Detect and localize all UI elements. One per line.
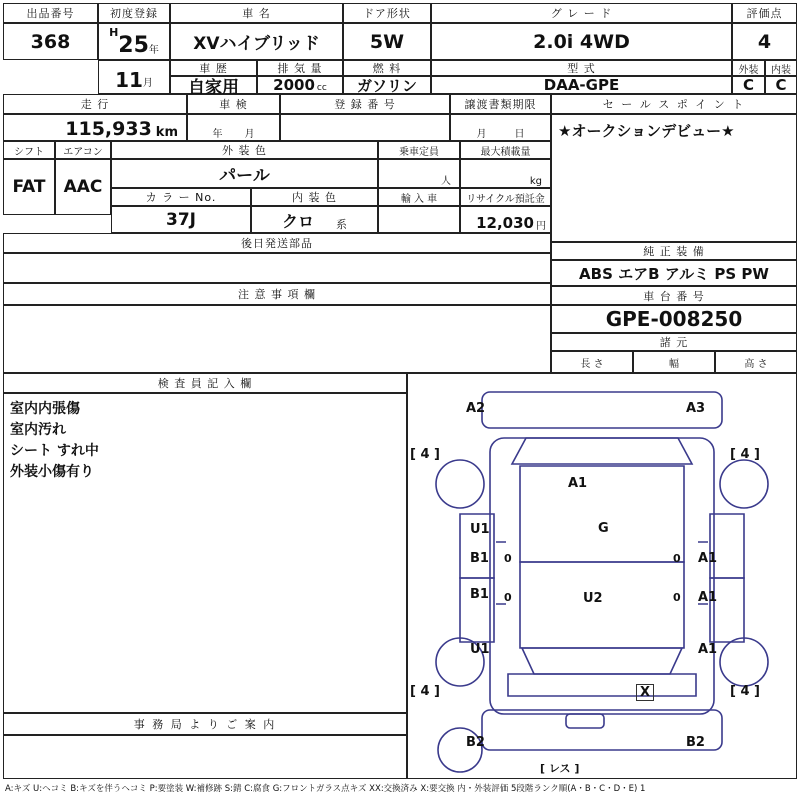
- recycle-deposit-unit: 円: [536, 221, 546, 232]
- inspection-month-unit: 月: [244, 129, 255, 140]
- registration-number-label: 登 録 番 号: [280, 94, 450, 114]
- max-load-unit: kg: [529, 176, 542, 187]
- diagram-mark: 0: [504, 591, 512, 604]
- recycle-deposit-value: [460, 206, 551, 233]
- recycle-deposit-number: 12,030: [476, 214, 534, 232]
- shift-value: FAT: [3, 159, 55, 215]
- exterior-grade-label: 外装: [732, 60, 765, 76]
- interior-color-label: 内 装 色: [251, 188, 378, 206]
- car-name-label: 車 名: [170, 3, 343, 23]
- car-outline-svg: [408, 374, 796, 778]
- sales-point-value-box: [551, 114, 797, 242]
- diagram-mark: A2: [466, 401, 486, 416]
- legend-text: A:キズ U:ヘコミ B:キズを伴うヘコミ P:要塗装 W:補修跡 S:錆 C:腐食 G:フロントガラス点キズ XX:交換済み X:要交換 内・外装評価 5段階ランク順(A・B・C・D・E) 1: [5, 784, 646, 794]
- recycle-deposit-label: リサイクル預託金: [460, 188, 551, 206]
- seating-capacity-value: [378, 159, 460, 188]
- color-number-value: 37J: [111, 206, 251, 233]
- shift-label: シフト: [3, 141, 55, 159]
- inspection-value: [187, 114, 280, 141]
- diagram-mark: [ 4 ]: [410, 447, 440, 462]
- month-value: 11: [115, 68, 143, 92]
- diagram-mark: A1: [698, 590, 718, 605]
- diagram-mark: B1: [470, 551, 489, 566]
- chassis-number-value: GPE-008250: [551, 305, 797, 333]
- diagram-mark: X: [636, 684, 654, 701]
- grade-label: グ レ ー ド: [431, 3, 732, 23]
- inspector-note-2: シート すれ中: [10, 443, 99, 459]
- diagram-mark: A1: [568, 476, 588, 491]
- diagram-mark: [ レス ]: [540, 762, 580, 775]
- genuine-equipment-value: ABS エアB アルミ PS PW: [551, 260, 797, 286]
- diagram-mark: 0: [673, 591, 681, 604]
- lot-number-label: 出品番号: [3, 3, 98, 23]
- diagram-mark: U1: [470, 642, 490, 657]
- era-label: H: [109, 26, 119, 39]
- diagram-mark: [ 4 ]: [730, 684, 760, 699]
- diagram-mark: B1: [470, 587, 489, 602]
- auction-sheet: [3, 3, 797, 797]
- month-unit: 月: [142, 78, 153, 89]
- mileage-label: 走 行: [3, 94, 187, 114]
- first-registration-month: [98, 60, 170, 94]
- later-parts-value: [3, 253, 551, 283]
- aircon-value: AAC: [55, 159, 111, 215]
- year-unit: 年: [148, 45, 159, 56]
- color-number-label: カ ラ ー No.: [111, 188, 251, 206]
- model-code-label: 型 式: [431, 60, 732, 76]
- caution-value: [3, 305, 551, 373]
- interior-color-text: クロ: [281, 212, 314, 231]
- diagram-mark: B2: [466, 735, 485, 750]
- diagram-mark: 0: [673, 552, 681, 565]
- door-shape-label: ドア形状: [343, 3, 431, 23]
- chassis-number-label: 車 台 番 号: [551, 286, 797, 305]
- inspection-year-unit: 年: [212, 129, 223, 140]
- width-label: 幅: [633, 351, 715, 373]
- diagram-mark: A1: [698, 551, 718, 566]
- interior-grade-value: C: [765, 76, 797, 94]
- diagram-mark: G: [598, 521, 609, 536]
- transfer-day-unit: 日: [514, 129, 525, 140]
- rating-label: 評価点: [732, 3, 797, 23]
- rating-value: 4: [732, 23, 797, 60]
- displacement-label: 排 気 量: [257, 60, 343, 76]
- grade-value: 2.0i 4WD: [431, 23, 732, 60]
- diagram-mark: U1: [470, 522, 490, 537]
- inspector-note-3: 外装小傷有り: [10, 464, 94, 480]
- exterior-grade-value: C: [732, 76, 765, 94]
- registration-number-value: [280, 114, 450, 141]
- import-label: 輸 入 車: [378, 188, 460, 206]
- history-value: 自家用: [170, 76, 257, 94]
- sales-point-value: ★オークションデビュー★: [558, 122, 735, 140]
- office-notice-body: [3, 735, 407, 779]
- caution-label: 注 意 事 項 欄: [3, 283, 551, 305]
- max-load-label: 最大積載量: [460, 141, 551, 159]
- office-notice-label: 事 務 局 よ り ご 案 内: [3, 713, 407, 735]
- fuel-label: 燃 料: [343, 60, 431, 76]
- length-label: 長 さ: [551, 351, 633, 373]
- import-value: [378, 206, 460, 233]
- inspector-notes-label: 検 査 員 記 入 欄: [3, 373, 407, 393]
- later-parts-label: 後日発送部品: [3, 233, 551, 253]
- diagram-mark: A1: [698, 642, 718, 657]
- diagram-mark: 0: [504, 552, 512, 565]
- exterior-color-value: パール: [111, 159, 378, 188]
- interior-grade-label: 内装: [765, 60, 797, 76]
- interior-color-value: [251, 206, 378, 233]
- genuine-equipment-label: 純 正 装 備: [551, 242, 797, 260]
- history-label: 車 歴: [170, 60, 257, 76]
- car-damage-diagram: [407, 373, 797, 779]
- diagram-mark: [ 4 ]: [730, 447, 760, 462]
- seating-capacity-label: 乗車定員: [378, 141, 460, 159]
- diagram-mark: B2: [686, 735, 705, 750]
- inspection-label: 車 検: [187, 94, 280, 114]
- displacement-value: [257, 76, 343, 94]
- mileage-number: 115,933: [65, 118, 152, 141]
- first-registration-value: [98, 23, 170, 60]
- mileage-unit: km: [155, 125, 178, 140]
- model-code-value: DAA-GPE: [431, 76, 732, 94]
- year-value: 25: [118, 33, 149, 58]
- inspector-note-1: 室内汚れ: [10, 422, 66, 438]
- interior-color-suffix: 系: [336, 218, 347, 231]
- fuel-value: ガソリン: [343, 76, 431, 94]
- sales-point-label: セ ー ル ス ポ イ ン ト: [551, 94, 797, 114]
- inspector-note-0: 室内内張傷: [10, 401, 80, 417]
- diagram-drawing: [408, 374, 796, 778]
- inspector-notes-body: [3, 393, 407, 713]
- height-label: 高 さ: [715, 351, 797, 373]
- exterior-color-label: 外 装 色: [111, 141, 378, 159]
- max-load-value: [460, 159, 551, 188]
- dimensions-label: 諸 元: [551, 333, 797, 351]
- diagram-mark: [ 4 ]: [410, 684, 440, 699]
- lot-number-value: 368: [3, 23, 98, 60]
- door-shape-value: 5W: [343, 23, 431, 60]
- transfer-month-unit: 月: [476, 129, 487, 140]
- first-registration-label: 初度登録: [98, 3, 170, 23]
- transfer-deadline-value: [450, 114, 551, 141]
- seating-unit: 人: [441, 176, 451, 187]
- transfer-deadline-label: 譲渡書類期限: [450, 94, 551, 114]
- diagram-mark: A3: [686, 401, 706, 416]
- mileage-value: [3, 114, 187, 141]
- displacement-number: 2000: [273, 76, 315, 94]
- aircon-label: エアコン: [55, 141, 111, 159]
- displacement-unit: cc: [316, 83, 327, 93]
- car-name-value: XVハイブリッド: [170, 23, 343, 60]
- diagram-mark: U2: [583, 591, 603, 606]
